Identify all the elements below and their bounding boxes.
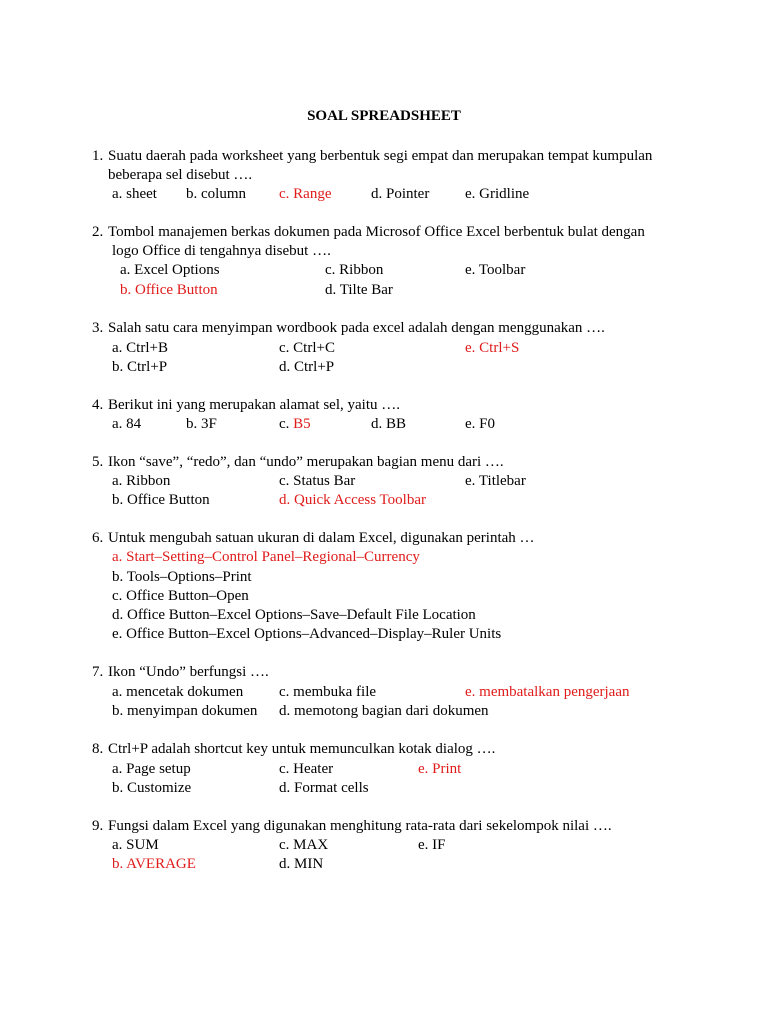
option-b: b. 3F <box>186 416 217 432</box>
option-e: e. Toolbar <box>465 262 526 278</box>
option-a: a. Page setup <box>112 761 191 777</box>
option-b: b. Ctrl+P <box>112 359 168 375</box>
option-e: e. Office Button–Excel Options–Advanced–Display–Ruler Units <box>112 626 502 642</box>
question-text-line: Ctrl+P adalah shortcut key untuk memunculkan kotak dialog …. <box>108 741 496 757</box>
option-b: b. menyimpan dokumen <box>112 703 258 719</box>
option-d: d. MIN <box>279 856 324 872</box>
question-number: 5. <box>92 454 104 470</box>
page-title: SOAL SPREADSHEET <box>307 108 461 124</box>
option-e: e. Gridline <box>465 186 530 202</box>
option-d: d. Office Button–Excel Options–Save–Default File Location <box>112 607 476 623</box>
question-number: 6. <box>92 530 104 546</box>
question-text-line: Berikut ini yang merupakan alamat sel, yaitu …. <box>108 397 401 413</box>
option-a: a. Ctrl+B <box>112 340 168 356</box>
option-c <box>279 416 311 433</box>
question-number: 2. <box>92 224 104 240</box>
option-b: b. Customize <box>112 780 192 796</box>
option-b: b. Tools–Options–Print <box>112 569 252 585</box>
option-b: b. Office Button <box>112 492 210 508</box>
option-c: c. MAX <box>279 837 329 853</box>
option-c: c. Office Button–Open <box>112 588 249 604</box>
question-number: 8. <box>92 741 104 757</box>
option-c: c. Ribbon <box>325 262 384 278</box>
question-number: 9. <box>92 818 104 834</box>
option-a: a. mencetak dokumen <box>112 684 244 700</box>
option-c: c. Status Bar <box>279 473 356 489</box>
option-a-correct: a. Start–Setting–Control Panel–Regional–Currency <box>112 549 420 565</box>
option-b-correct: b. Office Button <box>120 282 218 298</box>
option-a: a. 84 <box>112 416 142 432</box>
question-text-line: beberapa sel disebut …. <box>108 167 253 183</box>
question-text-line: Suatu daerah pada worksheet yang berbentuk segi empat dan merupakan tempat kumpulan <box>108 148 653 164</box>
option-d: d. Format cells <box>279 780 369 796</box>
option-e: e. Titlebar <box>465 473 526 489</box>
option-d: d. Pointer <box>371 186 430 202</box>
option-c-prefix: c. <box>279 416 294 432</box>
option-a: a. SUM <box>112 837 159 853</box>
option-d: d. memotong bagian dari dokumen <box>279 703 489 719</box>
option-e: e. IF <box>418 837 446 853</box>
option-a: a. Ribbon <box>112 473 171 489</box>
question-text-line: Salah satu cara menyimpan wordbook pada excel adalah dengan menggunakan …. <box>108 320 605 336</box>
question-text-line: Tombol manajemen berkas dokumen pada Microsof Office Excel berbentuk bulat dengan <box>108 224 645 240</box>
option-d: d. Tilte Bar <box>325 282 393 298</box>
question-number: 3. <box>92 320 104 336</box>
question-text-line: Untuk mengubah satuan ukuran di dalam Excel, digunakan perintah … <box>108 530 535 546</box>
option-b-correct: b. AVERAGE <box>112 856 196 872</box>
option-d-correct: d. Quick Access Toolbar <box>279 492 426 508</box>
question-number: 7. <box>92 664 104 680</box>
question-text-line: Ikon “save”, “redo”, dan “undo” merupakan bagian menu dari …. <box>108 454 504 470</box>
option-a: a. sheet <box>112 186 157 202</box>
option-a: a. Excel Options <box>120 262 220 278</box>
option-e-correct: e. Ctrl+S <box>465 340 520 356</box>
option-e-correct: e. Print <box>418 761 462 777</box>
option-e: e. F0 <box>465 416 495 432</box>
question-text-line: Ikon “Undo” berfungsi …. <box>108 664 269 680</box>
question-text-line: Fungsi dalam Excel yang digunakan menghitung rata-rata dari sekelompok nilai …. <box>108 818 612 834</box>
option-b: b. column <box>186 186 246 202</box>
option-e-correct: e. membatalkan pengerjaan <box>465 684 630 700</box>
option-d: d. BB <box>371 416 407 432</box>
option-c-correct-value: B5 <box>293 416 311 432</box>
question-text-line: logo Office di tengahnya disebut …. <box>112 243 331 259</box>
option-c: c. Heater <box>279 761 334 777</box>
option-c-correct: c. Range <box>279 186 332 202</box>
question-number: 4. <box>92 397 104 413</box>
question-number: 1. <box>92 148 104 164</box>
option-d: d. Ctrl+P <box>279 359 335 375</box>
option-c: c. membuka file <box>279 684 377 700</box>
option-c: c. Ctrl+C <box>279 340 335 356</box>
